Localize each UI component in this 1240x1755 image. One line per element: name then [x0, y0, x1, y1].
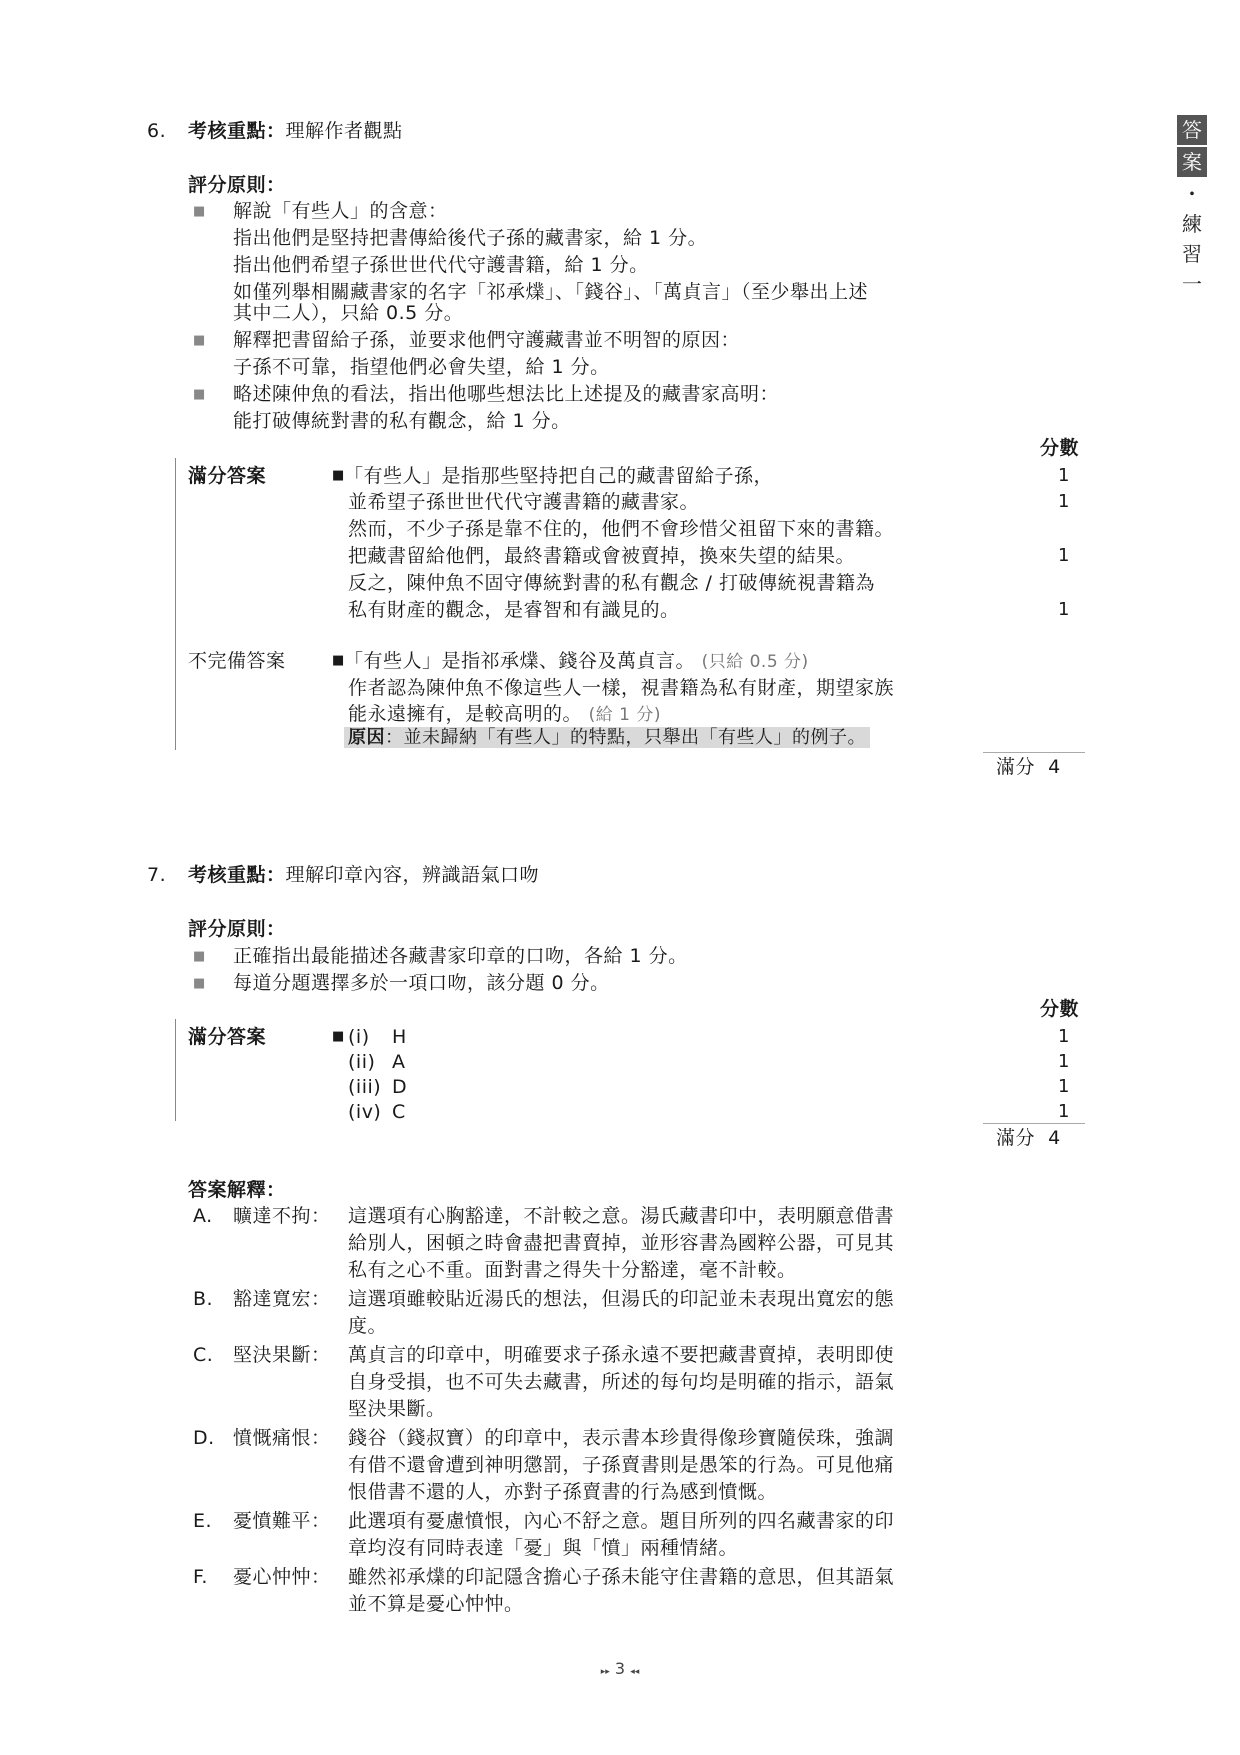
q6-reason-text: ：並未歸納「有些人」的特點，只舉出「有些人」的例子。 — [385, 727, 866, 748]
bullet-icon: ■ — [193, 333, 206, 348]
q6-incomplete-label: 不完備答案 — [188, 650, 286, 672]
explain-line: 私有之心不重。面對書之得失十分豁達，毫不計較。 — [348, 1259, 797, 1281]
q7-score: 1 — [1058, 1101, 1070, 1122]
bullet-icon: ■ — [332, 468, 345, 483]
explain-letter: F. — [193, 1566, 208, 1588]
q6-principle: 如僅列舉相關藏書家的名字「祁承㸁」、「錢谷」、「萬貞言」（至少舉出上述 — [233, 281, 869, 303]
explain-line: 萬貞言的印章中，明確要求子孫永遠不要把藏書賣掉，表明即使 — [348, 1344, 895, 1366]
q6-full-line: 反之，陳仲魚不固守傳統對書的私有觀念 / 打破傳統視書籍為 — [348, 572, 875, 594]
explain-line: 給別人，困頓之時會盡把書賣掉，並形容書為國粹公器，可見其 — [348, 1232, 895, 1254]
explain-line: 章均沒有同時表達「憂」與「憤」兩種情緒。 — [348, 1537, 739, 1559]
explain-term: 憂憤難平： — [233, 1510, 331, 1532]
q7-score: 1 — [1058, 1026, 1070, 1047]
q6-left-bar — [175, 458, 176, 750]
explain-letter: D. — [193, 1427, 215, 1449]
q6-score: 1 — [1058, 545, 1070, 566]
explain-term: 堅決果斷： — [233, 1344, 331, 1366]
bullet-icon: ■ — [193, 949, 206, 964]
q7-focus-label: 考核重點： — [188, 864, 286, 886]
q7-focus — [188, 862, 539, 888]
q7-answer-roman: (ii) — [348, 1051, 376, 1073]
q6-principle: 略述陳仲魚的看法，指出他哪些想法比上述提及的藏書家高明： — [233, 383, 780, 405]
q7-answer-roman: (iii) — [348, 1076, 382, 1098]
q6-full-line: 私有財產的觀念，是睿智和有識見的。 — [348, 599, 680, 621]
page-left-mark-icon: ▸▸ — [600, 1667, 610, 1677]
q6-full-line: 並希望子孫世世代代守護書籍的藏書家。 — [348, 491, 700, 513]
explain-line: 這選項雖較貼近湯氏的想法，但湯氏的印記並未表現出寬宏的態 — [348, 1288, 895, 1310]
bullet-icon: ■ — [193, 387, 206, 402]
q7-score-header: 分數 — [1040, 998, 1080, 1020]
q6-focus — [188, 118, 403, 144]
q7-answer-letter: A — [392, 1051, 406, 1073]
q6-full-line: 把藏書留給他們，最終書籍或會被賣掉，換來失望的結果。 — [348, 545, 856, 567]
explain-line: 雖然祁承㸁的印記隱含擔心子孫未能守住書籍的意思，但其語氣 — [348, 1566, 895, 1588]
explain-line: 恨借書不還的人，亦對子孫賣書的行為感到憤慨。 — [348, 1481, 778, 1503]
q7-answer-letter: D — [392, 1076, 408, 1098]
q7-answer-letter: C — [392, 1101, 406, 1123]
explain-letter: C. — [193, 1344, 214, 1366]
page-number-value: 3 — [614, 1659, 626, 1678]
q7-explain-title: 答案解釋： — [188, 1179, 286, 1201]
q6-principle: 能打破傳統對書的私有觀念，給 1 分。 — [233, 410, 571, 432]
explain-term: 豁達寬宏： — [233, 1288, 331, 1310]
q7-total — [996, 1125, 1061, 1151]
q6-reason — [344, 725, 870, 751]
q6-score: 1 — [1058, 491, 1070, 512]
page-number — [590, 1659, 650, 1678]
q6-number: 6. — [147, 120, 167, 142]
side-tab-char: 練 — [1182, 212, 1202, 236]
q7-score: 1 — [1058, 1076, 1070, 1097]
explain-line: 度。 — [348, 1315, 388, 1337]
side-tab-char: 一 — [1182, 272, 1202, 296]
q6-principle: 子孫不可靠，指望他們必會失望，給 1 分。 — [233, 356, 610, 378]
q7-full-label: 滿分答案 — [188, 1026, 267, 1048]
q6-full-label: 滿分答案 — [188, 465, 267, 487]
explain-line: 這選項有心胸豁達，不計較之意。湯氏藏書印中，表明願意借書 — [348, 1205, 895, 1227]
q6-total-value: 4 — [1048, 756, 1061, 778]
explain-term: 憤慨痛恨： — [233, 1427, 331, 1449]
q6-principle: 解釋把書留給子孫，並要求他們守護藏書並不明智的原因： — [233, 329, 741, 351]
side-tab-char: 習 — [1182, 242, 1202, 266]
explain-term: 曠達不拘： — [233, 1205, 331, 1227]
bullet-icon: ■ — [193, 976, 206, 991]
bullet-icon: ■ — [332, 653, 345, 668]
q7-answer-letter: H — [392, 1026, 407, 1048]
q6-full-line: 「有些人」是指那些堅持把自己的藏書留給子孫， — [344, 465, 774, 487]
q6-principles-title: 評分原則： — [188, 174, 286, 196]
q7-principle: 正確指出最能描述各藏書家印章的口吻，各給 1 分。 — [233, 945, 688, 967]
q7-left-bar — [175, 1019, 176, 1121]
explain-line: 自身受損，也不可失去藏書，所述的每句均是明確的指示，語氣 — [348, 1371, 895, 1393]
q7-focus-text: 理解印章內容，辨識語氣口吻 — [285, 864, 540, 886]
q6-incomplete-note: (只給 0.5 分) — [701, 652, 809, 672]
q7-score: 1 — [1058, 1051, 1070, 1072]
q6-principle: 解說「有些人」的含意： — [233, 200, 448, 222]
explain-line: 此選項有憂慮憤恨，內心不舒之意。題目所列的四名藏書家的印 — [348, 1510, 895, 1532]
q6-total — [996, 754, 1061, 780]
q6-reason-label: 原因 — [348, 727, 385, 748]
q6-focus-text: 理解作者觀點 — [285, 120, 403, 142]
q7-answer-roman: (i) — [348, 1026, 370, 1048]
q6-incomplete-note: (給 1 分) — [588, 705, 661, 725]
explain-letter: E. — [193, 1510, 213, 1532]
page-right-mark-icon: ◂◂ — [630, 1667, 640, 1677]
q6-principle: 其中二人），只給 0.5 分。 — [233, 302, 464, 324]
side-tab-box: 答 — [1177, 115, 1207, 145]
q6-incomplete-line — [348, 701, 661, 728]
bullet-icon: ■ — [193, 204, 206, 219]
q6-total-label: 滿分 — [996, 756, 1036, 778]
q6-incomplete-line: 作者認為陳仲魚不像這些人一樣，視書籍為私有財產，期望家族 — [348, 677, 895, 699]
q6-score: 1 — [1058, 599, 1070, 620]
side-tab — [1177, 115, 1213, 299]
q6-full-line: 然而，不少子孫是靠不住的，他們不會珍惜父祖留下來的書籍。 — [348, 518, 895, 540]
explain-line: 並不算是憂心忡忡。 — [348, 1593, 524, 1615]
q7-total-label: 滿分 — [996, 1127, 1036, 1149]
explain-letter: A. — [193, 1205, 213, 1227]
explain-line: 錢谷（錢叔寶）的印章中，表示書本珍貴得像珍寶隨侯珠，強調 — [348, 1427, 895, 1449]
q7-total-value: 4 — [1048, 1127, 1061, 1149]
q6-score: 1 — [1058, 465, 1070, 486]
bullet-icon: ■ — [332, 1029, 345, 1044]
side-tab-box: 案 — [1177, 147, 1207, 177]
q6-focus-label: 考核重點： — [188, 120, 286, 142]
q6-principle: 指出他們是堅持把書傳給後代子孫的藏書家，給 1 分。 — [233, 227, 708, 249]
q6-incomplete-text: 「有些人」是指祁承㸁、錢谷及萬貞言。 — [344, 650, 696, 672]
q6-incomplete-text: 能永遠擁有，是較高明的。 — [348, 703, 583, 725]
explain-letter: B. — [193, 1288, 214, 1310]
q7-principle: 每道分題選擇多於一項口吻，該分題 0 分。 — [233, 972, 610, 994]
q6-incomplete-line — [344, 648, 809, 675]
explain-line: 堅決果斷。 — [348, 1398, 446, 1420]
q6-principle: 指出他們希望子孫世世代代守護書籍，給 1 分。 — [233, 254, 649, 276]
q6-score-header: 分數 — [1040, 437, 1080, 459]
q7-number: 7. — [147, 864, 167, 886]
q6-total-rule — [983, 752, 1085, 753]
explain-line: 有借不還會遭到神明懲罰，子孫賣書則是愚笨的行為。可見他痛 — [348, 1454, 895, 1476]
q7-answer-roman: (iv) — [348, 1101, 382, 1123]
q7-principles-title: 評分原則： — [188, 918, 286, 940]
explain-term: 憂心忡忡： — [233, 1566, 331, 1588]
q7-total-rule — [983, 1123, 1085, 1124]
side-tab-dot: ・ — [1182, 182, 1202, 206]
